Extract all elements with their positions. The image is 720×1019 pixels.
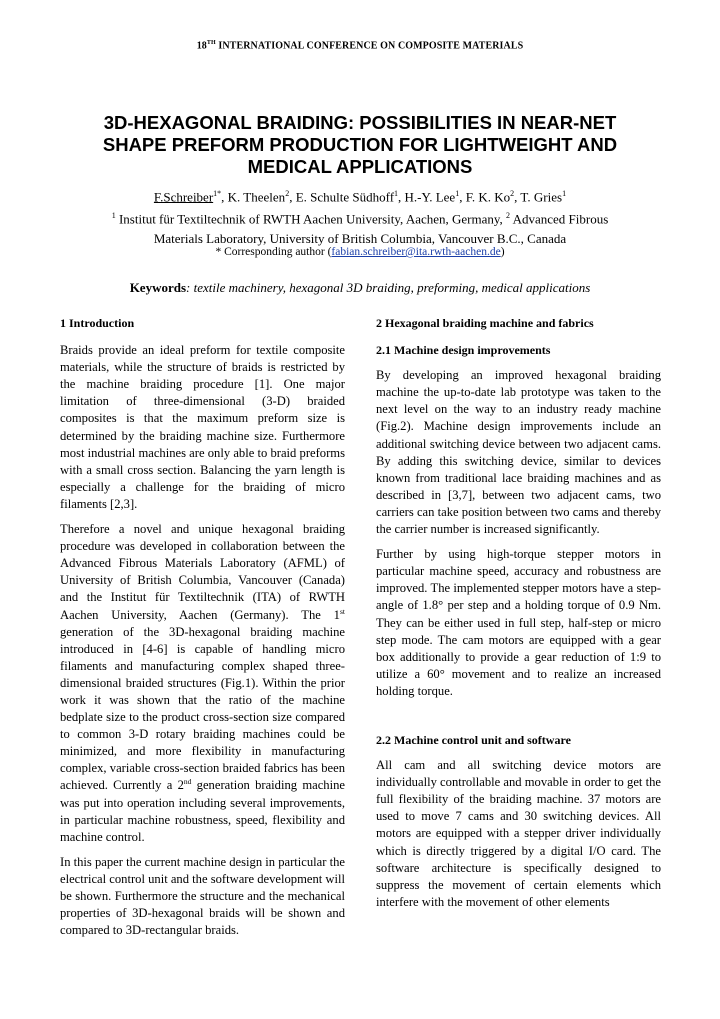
- author-sup: 2: [510, 189, 515, 198]
- author-sup: 1: [562, 189, 567, 198]
- keywords: [60, 280, 660, 296]
- right-column: [376, 315, 661, 919]
- author-name: , H.-Y. Lee: [398, 189, 456, 205]
- affiliation-text: Advanced Fibrous: [510, 211, 609, 227]
- author-name: , T. Gries: [514, 189, 563, 205]
- author-list: [20, 185, 700, 206]
- header-number: 18: [196, 40, 207, 52]
- affiliation-line-1: [20, 206, 700, 229]
- paragraph-text: generation of the 3D-hexagonal braiding machine introduced in [4-6] is capable of handling micro filaments and manufacturing complex shaped three-dimensional braided structures (Fig.1). Within the prior work it was shown that the ratio of the machine bedplate size to the product cross-section size compared to common 3-D rotary braiding machines could be minimized, and more flexibility in manufacturing complex, variable cross-section braided fabrics has been achieved. Currently a 2: [60, 624, 345, 793]
- keywords-label: Keywords: [129, 280, 187, 295]
- author-sup: 1: [394, 189, 399, 198]
- header-text: INTERNATIONAL CONFERENCE ON COMPOSITE MATERIALS: [215, 40, 524, 52]
- paragraph: By developing an improved hexagonal braiding machine the up-to-date lab prototype was taken to the next level on the way to an industry ready machine (Fig.2). Machine design improvements include an additional switching device between two adjacent cams. By adding this switching device, similar to devices known from traditional lace braiding machines and as described in [3,7], between two adjacent cams, two carriers can take position between two cams and thereby the carrier number is increased significantly.: [376, 368, 661, 537]
- section-spacer: [376, 708, 661, 732]
- corresponding-prefix: * Corresponding author (: [215, 246, 332, 258]
- ordinal-sup: st: [339, 606, 345, 616]
- section-heading: 2 Hexagonal braiding machine and fabrics: [376, 316, 594, 330]
- corresponding-author: [20, 246, 700, 258]
- affiliations: [20, 206, 700, 249]
- author-sup: 1*: [213, 189, 222, 198]
- paragraph: [60, 521, 345, 846]
- author-sup: 1: [455, 189, 460, 198]
- paragraph-text: Therefore a novel and unique hexagonal braiding procedure was developed in collaboration between the Advanced Fibrous Materials Laboratory (AFML) of University of British Columbia, Vancouver (Canada) and the Institut für Textiltechnik (ITA) of RWTH Aachen University, Aachen (Germany). The 1: [60, 522, 345, 622]
- affiliation-sup: 2: [506, 211, 511, 220]
- affiliation-line-2: Materials Laboratory, University of British Columbia, Vancouver B.C., Canada: [153, 231, 567, 247]
- author-link[interactable]: F.Schreiber: [153, 189, 214, 205]
- email-link[interactable]: fabian.schreiber@ita.rwth-aachen.de: [331, 246, 501, 258]
- subsection-heading: 2.1 Machine design improvements: [376, 343, 551, 358]
- paragraph: Further by using high-torque stepper motors in particular machine speed, accuracy and robustness are improved. The implemented stepper motors have a step-angle of 1.8° per step and a holding torque of 0.9 Nm. They can be either used in full step, half-step or micro step mode. The cam motors are equipped with a gear box additionally to provide a gear reduction of 1:9 to utilize a 60° movement and to realize an increased holding torque.: [376, 547, 661, 698]
- left-column: [60, 315, 345, 947]
- paper-title: [60, 112, 660, 178]
- section-heading: 1 Introduction: [60, 316, 135, 330]
- paragraph: All cam and all switching device motors are individually controllable and movable in order to get the full flexibility of the braiding machine. 37 motors are used to move 7 cams and 30 switching devices. All motors are equipped with a stepper driver individually which is directly triggered by a digital I/O card. The software architecture is specifically designed to suppress the movement of certain elements which interfere with the movement of other elements: [376, 758, 661, 909]
- subsection-heading: 2.2 Machine control unit and software: [376, 732, 571, 747]
- author-sup: 2: [285, 189, 290, 198]
- title-line-3: MEDICAL APPLICATIONS: [247, 156, 473, 177]
- paragraph-text: generation braiding machine was put into operation including several improvements, in particular machine robustness, speed, flexibility and machine control.: [60, 778, 345, 844]
- author-name: , E. Schulte Südhoff: [289, 189, 395, 205]
- ordinal-sup: nd: [183, 777, 192, 787]
- title-line-2: SHAPE PREFORM PRODUCTION FOR LIGHTWEIGHT AND: [102, 134, 618, 155]
- author-name: , F. K. Ko: [459, 189, 511, 205]
- header-superscript: TH: [206, 40, 216, 46]
- title-line-1: 3D-HEXAGONAL BRAIDING: POSSIBILITIES IN NEAR-NET: [103, 112, 617, 133]
- paragraph: In this paper the current machine design in particular the electrical control unit and the software development will be shown. Furthermore the structure and the mechanical properties of 3D-hexagonal braids will be shown and compared to 3D-rectangular braids.: [60, 854, 346, 938]
- conference-header: [0, 40, 720, 51]
- affiliation-sup: 1: [111, 211, 116, 220]
- corresponding-suffix: ): [500, 246, 505, 258]
- author-name: , K. Theelen: [221, 189, 286, 205]
- paragraph: Braids provide an ideal preform for textile composite materials, while the structure of braids is restricted by the machine braiding procedure [1]. One major limitation of three-dimensional (3-D) braided composites is that the maximum preform size is determined by the braiding machine size. Furthermore most industrial machines are only able to braid preforms with a small cross section. Balancing the yarn length is especially a challenge for the braiding of micro filaments [2,3].: [60, 343, 345, 511]
- keywords-text: : textile machinery, hexagonal 3D braiding, preforming, medical applications: [186, 280, 591, 295]
- affiliation-text: Institut für Textiltechnik of RWTH Aachen University, Aachen, Germany,: [115, 211, 507, 227]
